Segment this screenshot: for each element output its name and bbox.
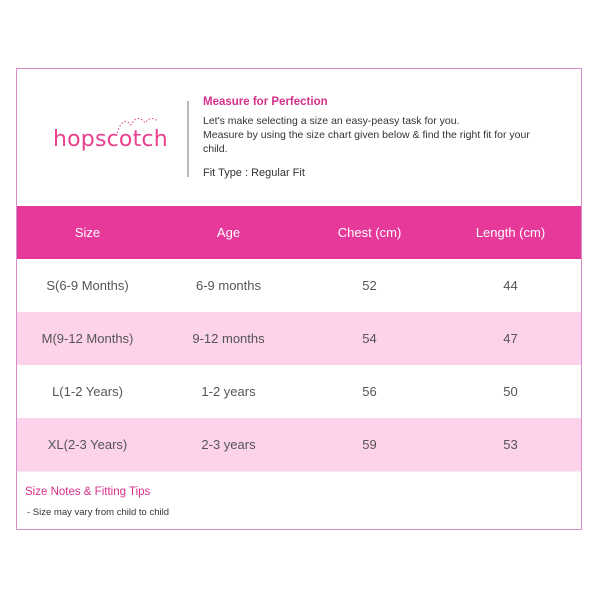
cell-chest: 52 — [299, 259, 440, 312]
cell-age: 9-12 months — [158, 312, 299, 365]
cell-length: 47 — [440, 312, 581, 365]
cell-size: M(9-12 Months) — [17, 312, 158, 365]
size-notes-title: Size Notes & Fitting Tips — [25, 486, 151, 498]
cell-size: XL(2-3 Years) — [17, 418, 158, 471]
fit-type: Fit Type : Regular Fit — [203, 167, 305, 179]
size-notes-item: - Size may vary from child to child — [27, 507, 170, 518]
cell-length: 53 — [440, 418, 581, 471]
table-row — [17, 259, 581, 312]
intro-title: Measure for Perfection — [203, 96, 328, 108]
cell-age: 2-3 years — [158, 418, 299, 471]
cell-length: 44 — [440, 259, 581, 312]
size-table — [17, 206, 581, 471]
table-row — [17, 365, 581, 418]
table-row — [17, 418, 581, 471]
intro-line-3: child. — [203, 143, 228, 155]
size-chart-card — [16, 68, 582, 530]
intro-block — [203, 96, 573, 179]
cell-size: S(6-9 Months) — [17, 259, 158, 312]
size-notes — [17, 471, 581, 530]
column-header-length: Length (cm) — [440, 206, 581, 259]
table-header-row — [17, 206, 581, 259]
cell-chest: 54 — [299, 312, 440, 365]
intro-line-2: Measure by using the size chart given below & find the right fit for your — [203, 129, 530, 141]
header-divider — [187, 101, 189, 177]
cell-chest: 56 — [299, 365, 440, 418]
cell-age: 6-9 months — [158, 259, 299, 312]
logo-text: hopscotch — [53, 127, 168, 152]
hopscotch-logo — [53, 111, 169, 159]
cell-size: L(1-2 Years) — [17, 365, 158, 418]
column-header-age: Age — [158, 206, 299, 259]
cell-age: 1-2 years — [158, 365, 299, 418]
table-row — [17, 312, 581, 365]
intro-line-1: Let's make selecting a size an easy-peasy task for you. — [203, 115, 460, 127]
column-header-chest: Chest (cm) — [299, 206, 440, 259]
cell-length: 50 — [440, 365, 581, 418]
size-chart-header — [17, 69, 581, 206]
column-header-size: Size — [17, 206, 158, 259]
cell-chest: 59 — [299, 418, 440, 471]
